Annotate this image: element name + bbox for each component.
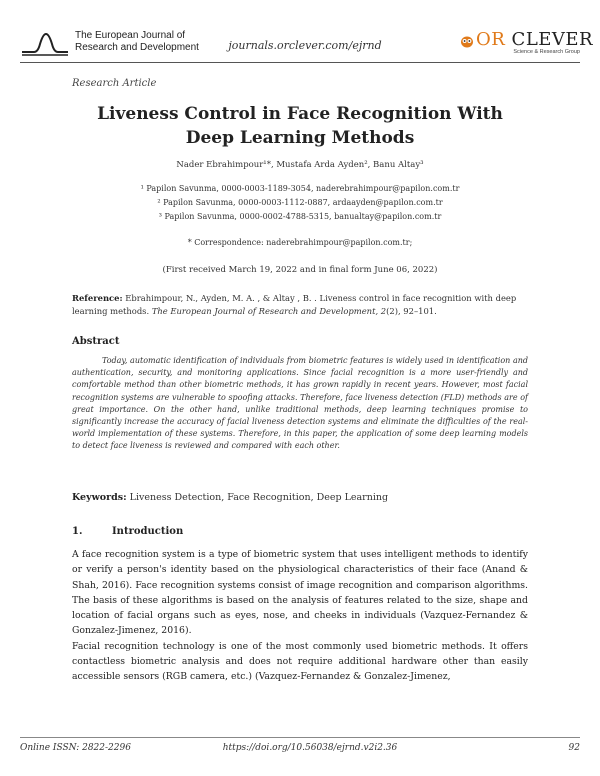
citation-reference	[72, 292, 528, 318]
reference-label: Reference:	[72, 293, 123, 303]
reference-issue: (2), 92–101.	[386, 306, 437, 316]
abstract-heading: Abstract	[72, 336, 120, 347]
reference-text: Ebrahimpour, N., Ayden, M. A. , & Altay , B. . Liveness control in face recognition with deep learning methods.	[72, 293, 517, 316]
body-paragraph: A face recognition system is a type of biometric system that uses intelligent methods to identify or verify a person's identity based on the physiological characteristics of their face (Anand & Shah, 2016). Face recognition systems consist of image recognition and comparison algorithms. The basis of these algorithms is based on the analysis of features related to the size, shape and location of facial organs such as eyes, nose, and cheeks in individuals (Vazquez-Fernandez & Gonzalez-Jimenez, 2016).	[72, 549, 528, 637]
publisher-name	[476, 29, 593, 50]
section-title: Introduction	[112, 526, 184, 537]
body-paragraph: Facial recognition technology is one of the most commonly used biometric methods. It offers contactless biometric analysis and does not require additional hardware other than easily accessible sensors (RGB camera, etc.) (Vazquez-Fernandez & Gonzalez-Jimenez,	[72, 640, 528, 683]
keywords-label: Keywords:	[72, 492, 127, 503]
keywords-text: Liveness Detection, Face Recognition, Deep Learning	[129, 492, 389, 503]
correspondence: * Correspondence: naderebrahimpour@papilon.com.tr;	[187, 238, 413, 247]
received-dates: (First received March 19, 2022 and in final form June 06, 2022)	[162, 265, 438, 275]
publisher-logo	[460, 28, 594, 58]
affiliation-2: ² Papilon Savunma, 0000-0003-1112-0887, ardaayden@papilon.com.tr	[157, 198, 443, 207]
doi-link[interactable]: https://doi.org/10.56038/ejrnd.v2i2.36	[222, 743, 398, 753]
introduction-body	[72, 547, 528, 685]
journal-name	[75, 30, 199, 54]
page-header	[20, 28, 594, 58]
header-divider	[20, 62, 580, 63]
journal-name-line2: Research and Development	[75, 42, 199, 53]
publisher-suffix: CLEVER	[511, 29, 594, 50]
journal-url-link[interactable]: journals.orclever.com/ejrnd	[228, 39, 382, 52]
page-footer	[20, 743, 580, 757]
abstract-text: Today, automatic identification of individuals from biometric features is widely used in identification and authentication, security, and monitoring applications. Since facial recognition is a more user-friendly and comfortable method than other biometric methods, it has grown rapidly in recent years. However, most facial recognition systems are vulnerable to spoofing attacks. Therefore, face liveness detection (FLD) methods are of great importance. On the other hand, unlike traditional methods, deep learning techniques promise to significantly increase the accuracy of facial liveness detection systems and eliminate the difficulties of the real-world implementation of these systems. Therefore, in this paper, the application of some deep learning models to detect face liveness is reviewed and compared with each other.	[72, 356, 528, 451]
publisher-subtitle: Science & Research Group	[513, 49, 580, 55]
page-number: 92	[568, 743, 580, 753]
section-heading-introduction	[72, 526, 183, 537]
affiliation-3: ³ Papilon Savunma, 0000-0002-4788-5315, banualtay@papilon.com.tr	[158, 212, 442, 221]
reference-journal: The European Journal of Research and Development, 2	[151, 306, 387, 316]
owl-icon	[460, 34, 474, 48]
affiliation-1: ¹ Papilon Savunma, 0000-0003-1189-3054, naderebrahimpour@papilon.com.tr	[140, 184, 460, 193]
article-type: Research Article	[72, 78, 157, 89]
journal-name-line1: The European Journal of	[75, 30, 186, 41]
publisher-prefix: OR	[476, 29, 506, 50]
keywords	[72, 492, 528, 503]
footer-divider	[20, 737, 580, 738]
journal-logo-icon	[20, 28, 70, 58]
section-number: 1.	[72, 526, 83, 537]
paper-title: Liveness Control in Face Recognition With Deep Learning Methods	[97, 104, 503, 148]
online-issn: Online ISSN: 2822-2296	[20, 743, 131, 753]
author-list: Nader Ebrahimpour¹*, Mustafa Arda Ayden², Banu Altay³	[176, 160, 424, 170]
